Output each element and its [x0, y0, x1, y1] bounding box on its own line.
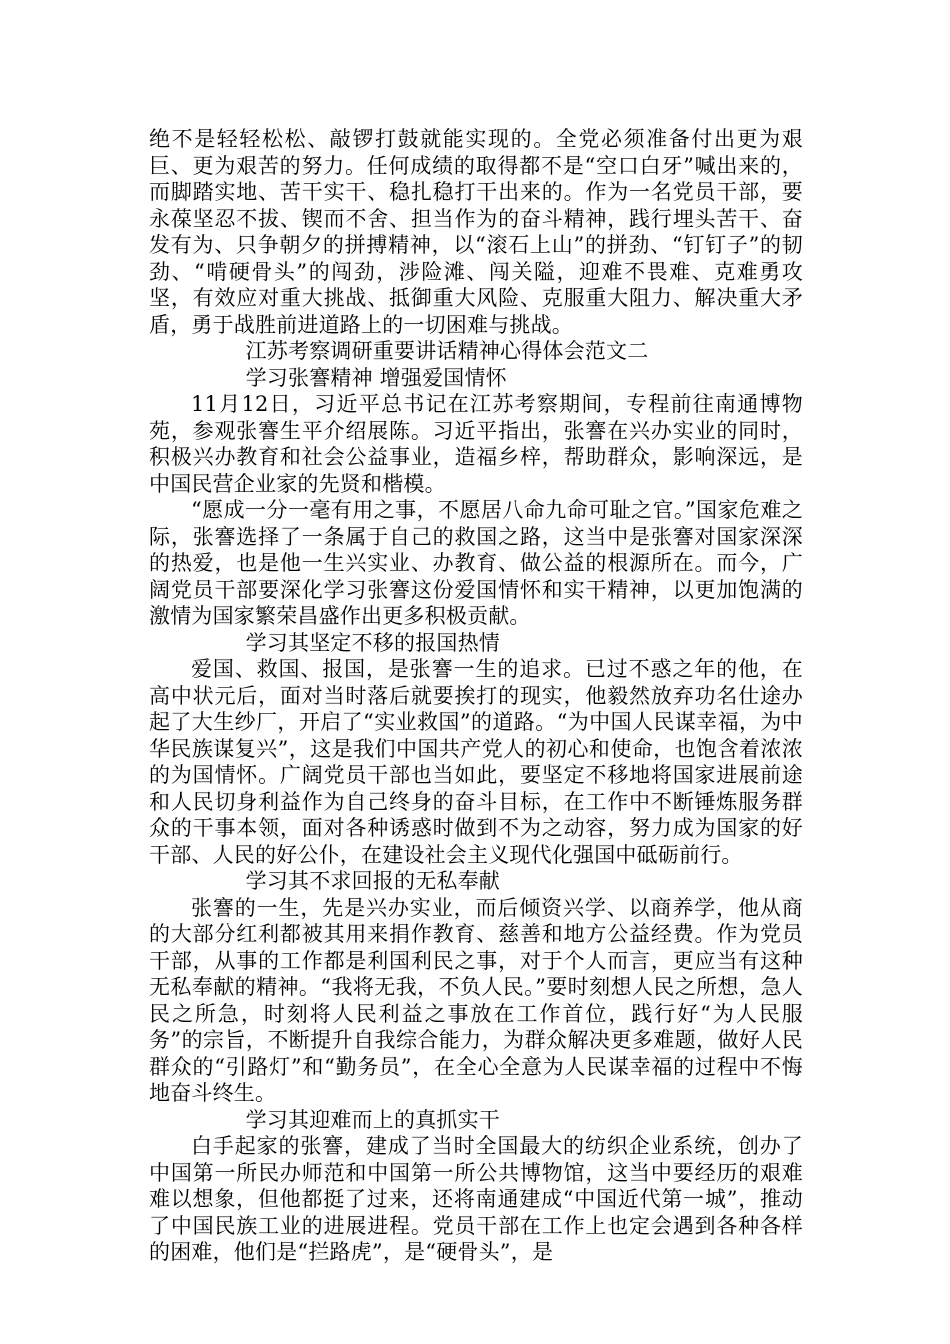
paragraph: 张謇的一生，先是兴办实业，而后倾资兴学、以商养学，他从商的大部分红利都被其用来捐作教育、慈善和地方公益经费。作为党员干部，从事的工作都是利国利民之事，对于个人而言，更应当有这种无私奉献的精神。“我将无我，不负人民。”要时刻想人民之所想，急人民之所急，时刻将人民利益之事放在工作首位，践行好“为人民服务”的宗旨，不断提升自我综合能力，为群众解决更多难题，做好人民群众的“引路灯”和“勤务员”，在全心全意为人民谋幸福的过程中不悔地奋斗终生。: [149, 895, 803, 1105]
section-heading: 学习其坚定不移的报国热情: [245, 630, 500, 655]
article-title: 江苏考察调研重要讲话精神心得体会范文二: [245, 339, 649, 363]
paragraph-continued: 绝不是轻轻松松、敲锣打鼓就能实现的。全党必须准备付出更为艰巨、更为艰苦的努力。任何成绩的取得都不是“空口白牙”喊出来的，而脚踏实地、苦干实干、稳扎稳打干出来的。作为一名党员干部，要永葆坚忍不拔、锲而不舍、担当作为的奋斗精神，践行埋头苦干、奋发有为、只争朝夕的拼搏精神，以“滚石上山”的拼劲、“钉钉子”的韧劲、“啃硬骨头”的闯劲，涉险滩、闯关隘，迎难不畏难、克难勇攻坚，有效应对重大挑战、抵御重大风险、克服重大阻力、解决重大矛盾，勇于战胜前进道路上的一切困难与挑战。: [149, 127, 803, 337]
paragraph: 爱国、救国、报国，是张謇一生的追求。已过不惑之年的他，在高中状元后，面对当时落后就要挨打的现实，他毅然放弃功名仕途办起了大生纱厂，开启了“实业救国”的道路。“为中国人民谋幸福，为中华民族谋复兴”，这是我们中国共产党人的初心和使命，也饱含着浓浓的为国情怀。广阔党员干部也当如此，要坚定不移地将国家进展前途和人民切身利益作为自己终身的奋斗目标，在工作中不断锤炼服务群众的干事本领，面对各种诱惑时做到不为之动容，努力成为国家的好干部、人民的好公仆，在建设社会主义现代化强国中砥砺前行。: [149, 657, 803, 867]
paragraph: 白手起家的张謇，建成了当时全国最大的纺织企业系统，创办了中国第一所民办师范和中国第一所公共博物馆，这当中要经历的艰难难以想象，但他都挺了过来，还将南通建成“中国近代第一城”，推动了中国民族工业的进展进程。党员干部在工作上也定会遇到各种各样的困难，他们是“拦路虎”，是“硬骨头”，是: [149, 1134, 803, 1264]
section-heading: 学习其迎难而上的真抓实干: [245, 1107, 500, 1132]
paragraph: 11月12日，习近平总书记在江苏考察期间，专程前往南通博物苑，参观张謇生平介绍展陈。习近平指出，张謇在兴办实业的同时，积极兴办教育和社会公益事业，造福乡梓，帮助群众，影响深远，是中国民营企业家的先贤和楷模。: [149, 392, 803, 496]
document-body: [149, 126, 803, 1266]
section-heading: 学习其不求回报的无私奉献: [245, 869, 500, 893]
article-subtitle: 学习张謇精神 增强爱国情怀: [245, 365, 507, 390]
paragraph: “愿成一分一毫有用之事，不愿居八命九命可耻之官。”国家危难之际，张謇选择了一条属于自己的救国之路，这当中是张謇对国家深深的热爱，也是他一生兴实业、办教育、做公益的根源所在。而今，广阔党员干部要深化学习张謇这份爱国情怀和实干精神，以更加饱满的激情为国家繁荣昌盛作出更多积极贡献。: [149, 498, 803, 628]
